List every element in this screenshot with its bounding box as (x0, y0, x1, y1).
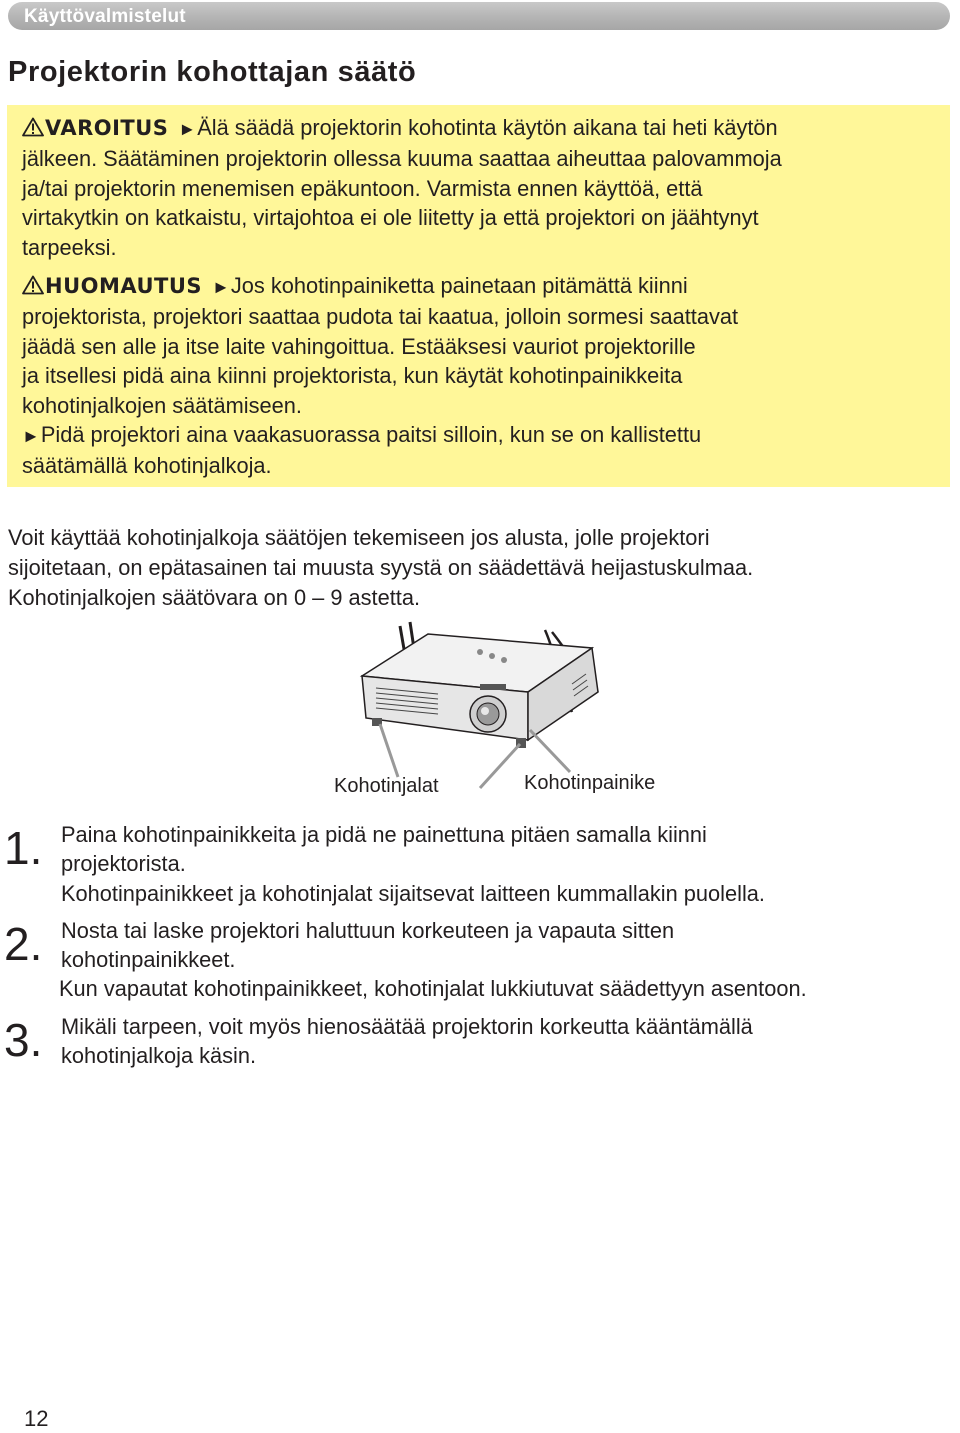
step-line: kohotinjalkoja käsin. (61, 1043, 257, 1068)
caution-line: Jos kohotinpainiketta painetaan pitämättä kiinni (230, 273, 688, 299)
step-number: 3. (4, 1014, 43, 1066)
warning-box (7, 105, 950, 487)
caution-line: Pidä projektori aina vaakasuorassa paitsi silloin, kun se on kallistettu (40, 422, 702, 448)
step-line: Mikäli tarpeen, voit myös hienosäätää projektorin korkeutta kääntämällä (61, 1014, 753, 1039)
caption-elevator-feet: Kohotinjalat (334, 775, 439, 797)
arrow-icon: ► (22, 426, 40, 447)
arrow-icon: ► (178, 119, 197, 139)
step-line: kohotinpainikkeet. (61, 947, 236, 972)
section-label: Käyttövalmistelut (24, 6, 186, 27)
intro-line: Voit käyttää kohotinjalkoja säätöjen tekemiseen jos alusta, jolle projektori (8, 525, 710, 550)
caution-line: ja itsellesi pidä aina kiinni projektorista, kun käytät kohotinpainikkeita (22, 363, 683, 389)
warning-triangle-icon (22, 275, 44, 295)
warning-label: VAROITUS (45, 116, 169, 140)
caution-line: projektorista, projektori saattaa pudota tai kaatua, jolloin sormesi saattavat (22, 304, 739, 330)
step-line: Paina kohotinpainikkeita ja pidä ne painettuna pitäen samalla kiinni (61, 822, 707, 847)
caution-paragraph (22, 271, 936, 481)
intro-line: sijoitetaan, on epätasainen tai muusta syystä on säädettävä heijastuskulmaa. (8, 555, 754, 580)
caution-label: HUOMAUTUS (45, 274, 203, 299)
warning-line: virtakytkin on katkaistu, virtajohtoa ei ole liitetty ja että projektori on jäähtynyt (22, 205, 759, 231)
caution-line: jäädä sen alle ja itse laite vahingoittua. Estääksesi vauriot projektorille (22, 333, 696, 359)
page-number: 12 (24, 1406, 49, 1431)
step-note: Kohotinpainikkeet ja kohotinjalat sijaitsevat laitteen kummallakin puolella. (61, 881, 765, 906)
arrow-icon: ► (212, 277, 230, 298)
step-note: Kun vapautat kohotinpainikkeet, kohotinjalat lukkiutuvat säädettyyn asentoon. (59, 976, 807, 1001)
caption-elevator-button: Kohotinpainike (524, 772, 656, 794)
caution-line: kohotinjalkojen säätämiseen. (22, 392, 302, 418)
step-number: 2. (4, 918, 43, 970)
caution-line: säätämällä kohotinjalkoja. (22, 453, 272, 479)
warning-line: Älä säädä projektorin kohotinta käytön aikana tai heti käytön (197, 115, 778, 140)
intro-paragraph (8, 523, 938, 613)
warning-triangle-icon (22, 117, 44, 137)
intro-line: Kohotinjalkojen säätövara on 0 – 9 astetta. (8, 585, 421, 610)
step-number: 1. (4, 822, 43, 874)
warning-line: jälkeen. Säätäminen projektorin ollessa kuuma saattaa aiheuttaa palovammoja (22, 146, 782, 172)
warning-line: tarpeeksi. (22, 234, 117, 260)
step-line: projektorista. (61, 851, 186, 876)
warning-paragraph (22, 113, 936, 262)
page-title: Projektorin kohottajan säätö (8, 56, 417, 88)
section-header-tab (8, 2, 950, 30)
step-line: Nosta tai laske projektori haluttuun korkeuteen ja vapauta sitten (61, 918, 675, 943)
warning-line: ja/tai projektorin menemisen epäkuntoon. Varmista ennen käyttöä, että (22, 175, 703, 201)
